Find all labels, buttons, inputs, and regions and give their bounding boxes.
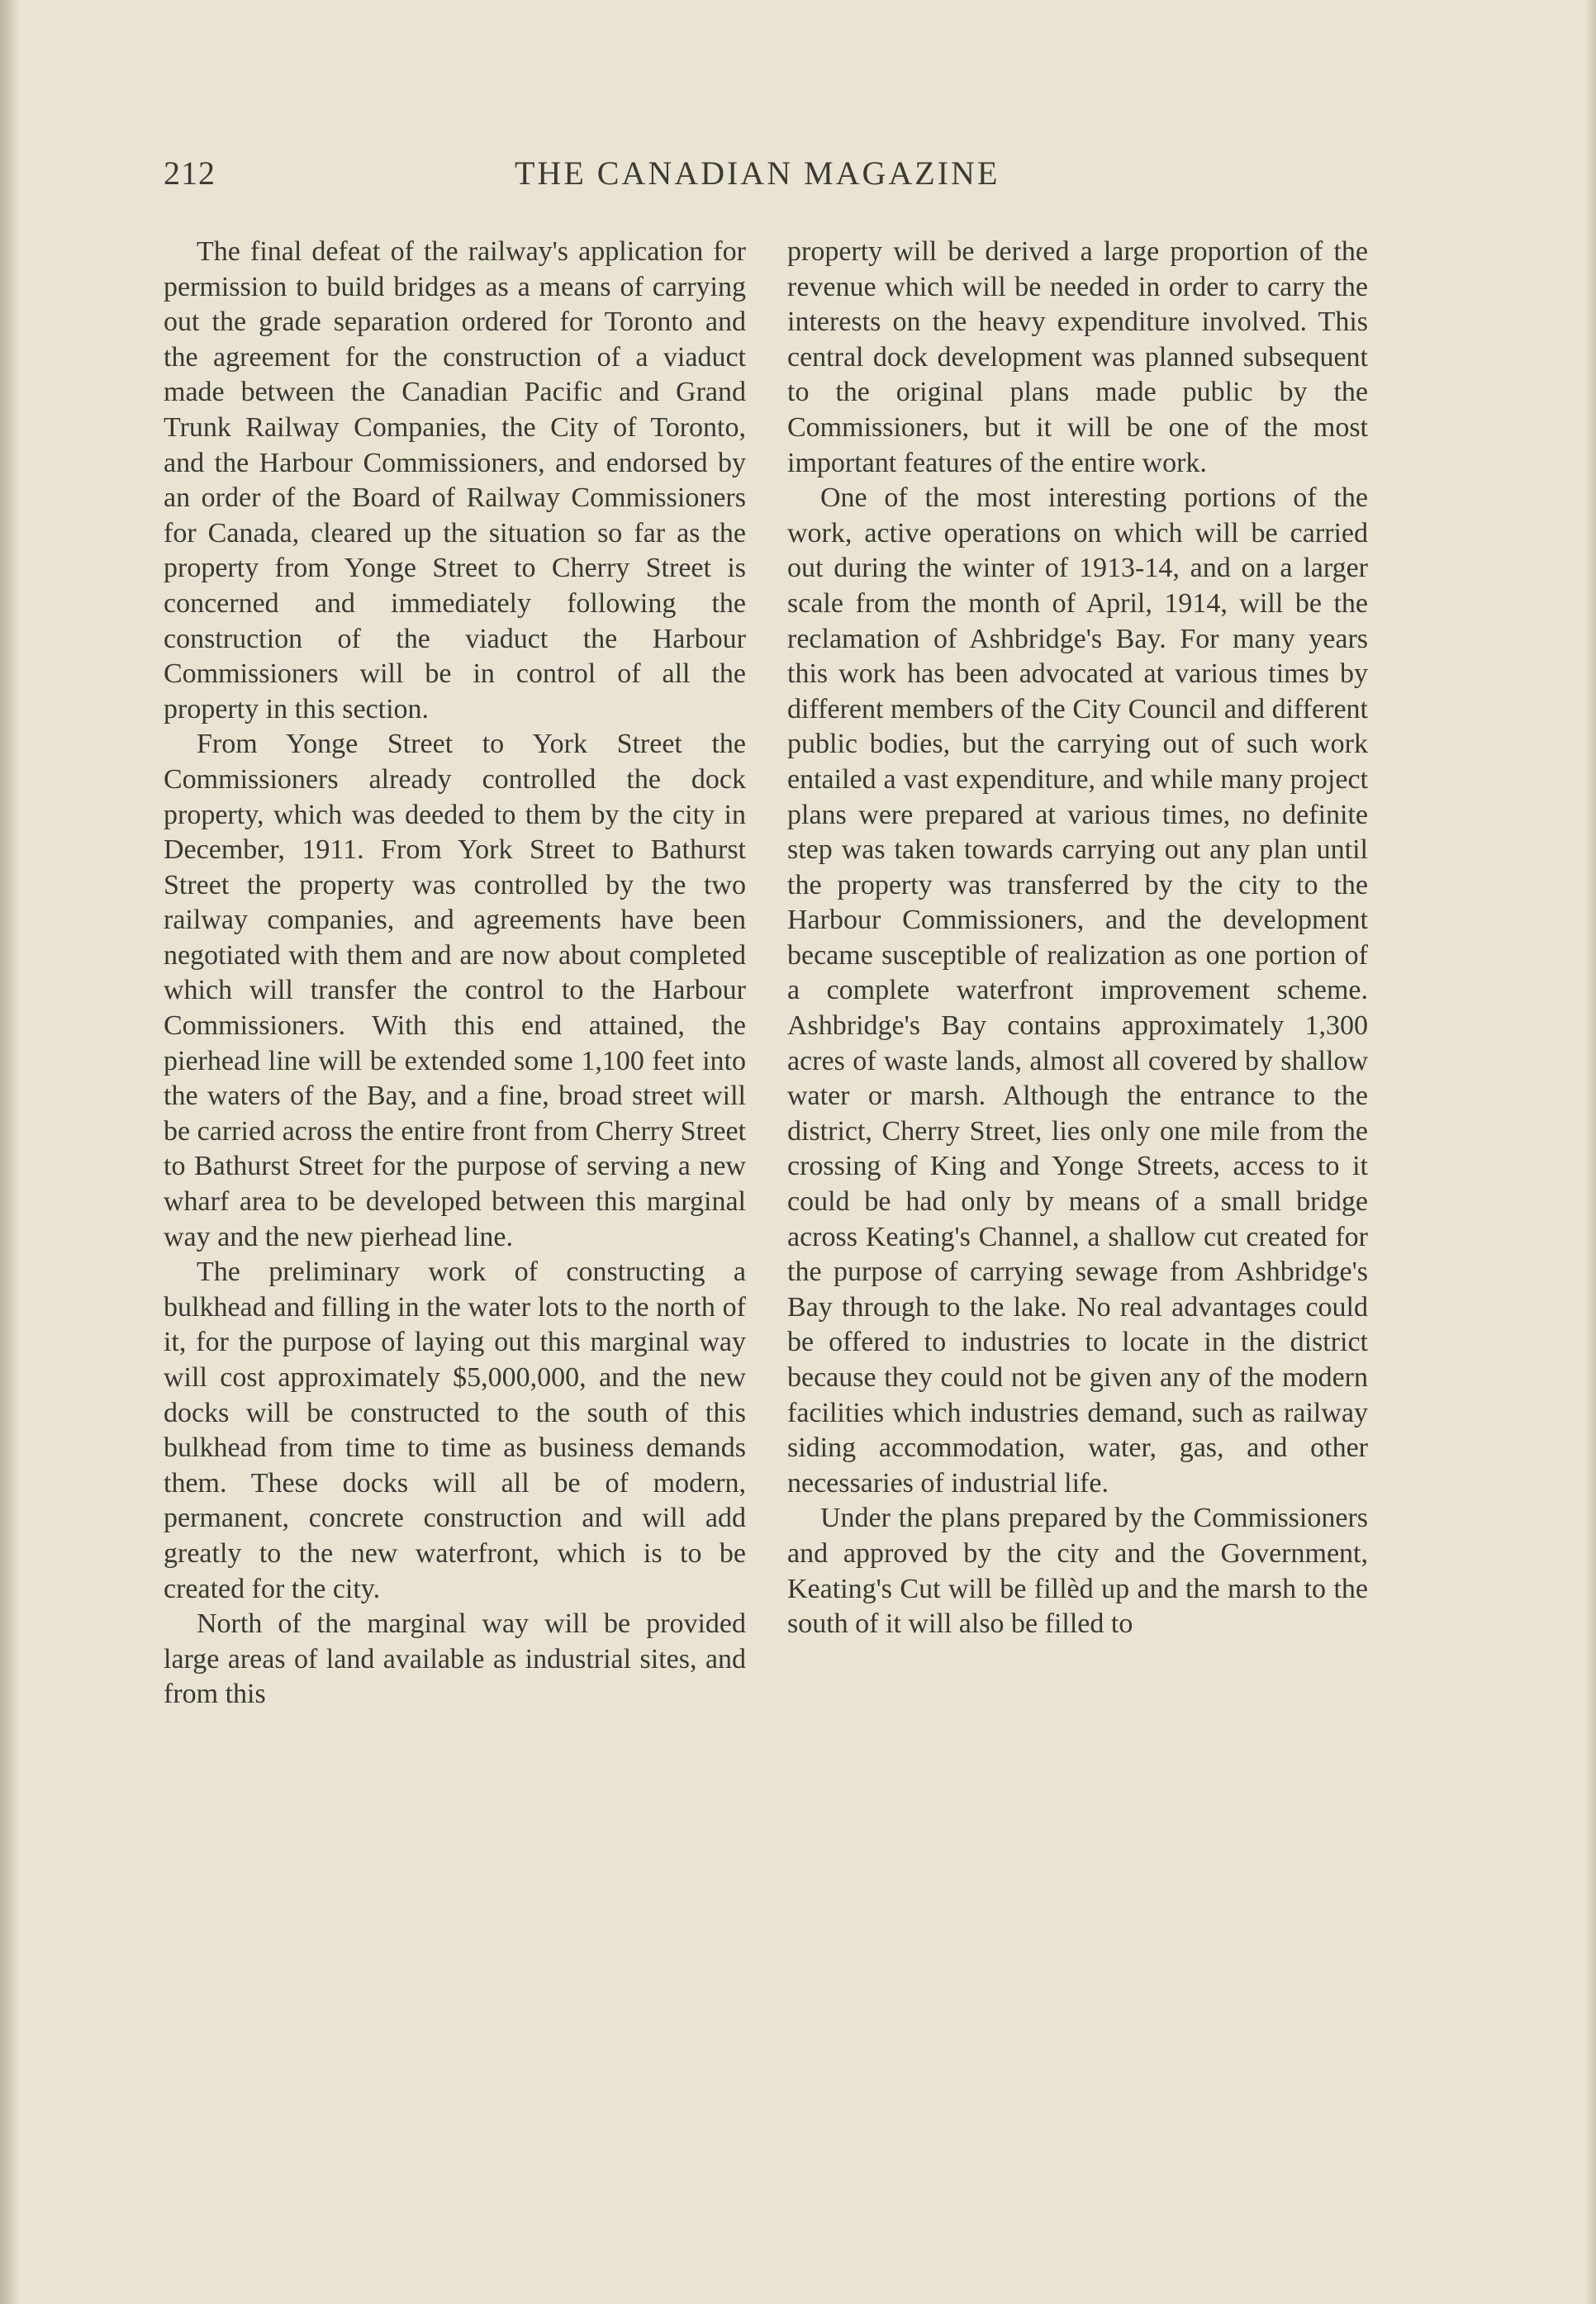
page-edge-shadow	[1584, 0, 1596, 2304]
paragraph: The preliminary work of constructing a bulkhead and filling in the water lots to the north of it, for the purpose of laying out this marginal way will cost approximately $5,000,000, and the new docks will be constructed to the south of this bulkhead from time to time as business demands them. These docks will all be of modern, permanent, concrete construction and will add greatly to the new waterfront, which is to be created for the city.	[164, 1257, 746, 1604]
paragraph: North of the marginal way will be provided large areas of land available as industrial sites, and from this	[164, 1608, 746, 1710]
page-number: 212	[164, 154, 216, 192]
paragraph: property will be derived a large proportion of the revenue which will be needed in order to carry the interests on the heavy expenditure involved. This central dock development was planned subsequent to the original plans made public by the Commissioners, but it will be one of the most important features of the entire work.	[787, 236, 1368, 478]
left-column	[164, 235, 746, 1713]
magazine-title: THE CANADIAN MAGAZINE	[515, 154, 1000, 192]
paragraph: From Yonge Street to York Street the Commissioners already controlled the dock property, which was deeded to them by the city in December, 1911. From York Street to Bathurst Street the property was controlled by the two railway companies, and agreements have been negotiated with them and are now about completed which will transfer the control to the Harbour Commissioners. With this end attained, the pierhead line will be extended some 1,100 feet into the waters of the Bay, and a fine, broad street will be carried across the entire front from Cherry Street to Bathurst Street for the purpose of serving a new wharf area to be developed between this marginal way and the new pierhead line.	[164, 729, 746, 1252]
paragraph: One of the most interesting portions of the work, active operations on which will be carried out during the winter of 1913-14, and on a larger scale from the month of April, 1914, will be the reclamation of Ashbridge's Bay. For many years this work has been advocated at various times by different members of the City Council and different public bodies, but the carrying out of such work entailed a vast expenditure, and while many project plans were prepared at various times, no definite step was taken towards carrying out any plan until the property was transferred by the city to the Harbour Commissioners, and the development became susceptible of realization as one portion of a complete waterfront improvement scheme. Ashbridge's Bay contains approximately 1,300 acres of waste lands, almost all covered by shallow water or marsh. Although the entrance to the district, Cherry Street, lies only one mile from the crossing of King and Yonge Streets, access to it could be had only by means of a small bridge across Keating's Channel, a shallow cut created for the purpose of carrying sewage from Ashbridge's Bay through to the lake. No real advantages could be offered to industries to locate in the district because they could not be given any of the modern facilities which industries demand, such as railway siding accommodation, water, gas, and other necessaries of industrial life.	[787, 482, 1368, 1499]
right-column	[787, 235, 1368, 1642]
page-binding-shadow	[0, 0, 20, 2304]
paragraph: The final defeat of the railway's application for permission to build bridges as a means of carrying out the grade separation ordered for Toronto and the agreement for the construction of a viaduct made between the Canadian Pacific and Grand Trunk Railway Companies, the City of Toronto, and the Harbour Commissioners, and endorsed by an order of the Board of Railway Commissioners for Canada, cleared up the situation so far as the property from Yonge Street to Cherry Street is concerned and immediately following the construction of the viaduct the Harbour Commissioners will be in control of all the property in this section.	[164, 236, 746, 724]
running-head	[164, 154, 1436, 203]
paragraph: Under the plans prepared by the Commissioners and approved by the city and the Government, Keating's Cut will be fillèd up and the marsh to the south of it will also be filled to	[787, 1503, 1368, 1640]
